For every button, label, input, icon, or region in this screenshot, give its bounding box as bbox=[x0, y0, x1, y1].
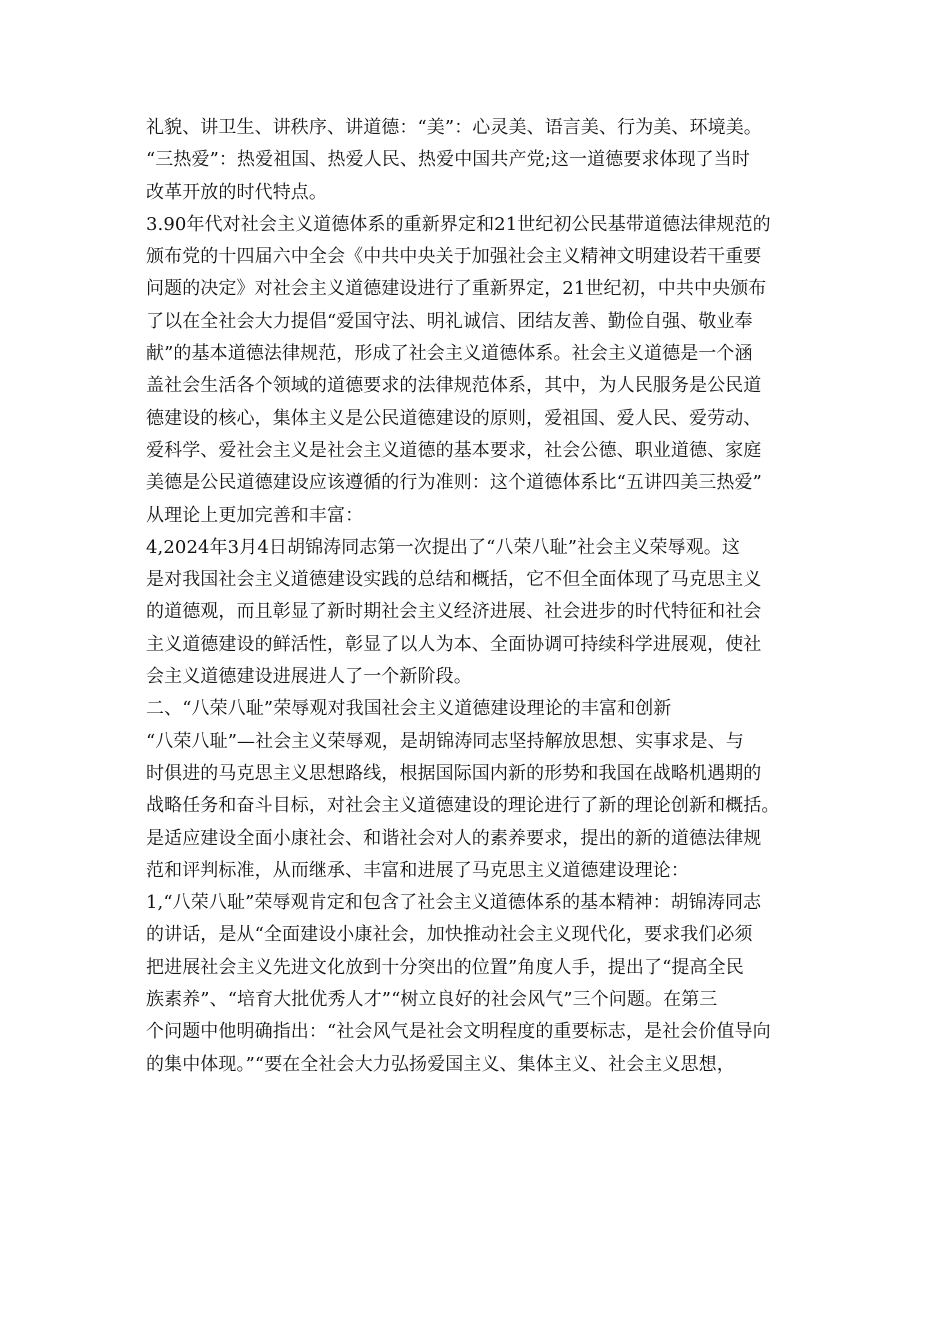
text-line: 的道德观，而且彰显了新时期社会主义经济进展、社会进步的时代特征和社会 bbox=[146, 601, 762, 623]
text-line: 美德是公民道德建设应该遵循的行为准则：这个道德体系比“五讲四美三热爱” bbox=[146, 472, 762, 494]
text-line: 改革开放的时代特点。 bbox=[146, 181, 327, 203]
text-line: 献”的基本道德法律规范，形成了社会主义道德体系。社会主义道德是一个涵 bbox=[146, 343, 753, 365]
document-page bbox=[146, 112, 806, 1081]
text-line: 颁布党的十四届六中全会《中共中央关于加强社会主义精神文明建设若干重要 bbox=[146, 246, 762, 268]
text-line: 族素养”、“培育大批优秀人才”“树立良好的社会风气”三个问题。在第三 bbox=[146, 989, 718, 1011]
text-line: 的集中体现。”“要在全社会大力弘扬爱国主义、集体主义、社会主义思想， bbox=[146, 1053, 735, 1075]
text-line: 是适应建设全面小康社会、和谐社会对人的素养要求，提出的新的道德法律规 bbox=[146, 827, 762, 849]
text-line: 了以在全社会大力提倡“爱国守法、明礼诚信、团结友善、勤俭自强、敬业奉 bbox=[146, 310, 753, 332]
text-line: “八荣八耻”—社会主义荣辱观，是胡锦涛同志坚持解放思想、实事求是、与 bbox=[146, 730, 744, 752]
text-line: 问题的决定》对社会主义道德建设进行了重新界定，21世纪初，中共中央颁布 bbox=[146, 278, 767, 300]
text-line: 会主义道德建设进展进人了一个新阶段。 bbox=[146, 666, 472, 688]
section-heading: 二、“八荣八耻”荣辱观对我国社会主义道德建设理论的丰富和创新 bbox=[146, 698, 672, 720]
text-line: 范和评判标准，从而继承、丰富和进展了马克思主义道德建设理论： bbox=[146, 859, 689, 881]
text-line: 把进展社会主义先进文化放到十分突出的位置”角度人手，提出了“提高全民 bbox=[146, 956, 744, 978]
text-line: 爱科学、爱社会主义是社会主义道德的基本要求，社会公德、职业道德、家庭 bbox=[146, 439, 762, 461]
text-line: 盖社会生活各个领域的道德要求的法律规范体系，其中，为人民服务是公民道 bbox=[146, 375, 762, 397]
text-line: 是对我国社会主义道德建设实践的总结和概括，它不但全面体现了马克思主义 bbox=[146, 569, 762, 591]
text-line: 个问题中他明确指出：“社会风气是社会文明程度的重要标志，是社会价值导向 bbox=[146, 1021, 771, 1043]
text-line: 4,2024年3月4日胡锦涛同志第一次提出了“八荣八耻”社会主义荣辱观。这 bbox=[146, 536, 740, 558]
text-line: 的讲话，是从“全面建设小康社会，加快推动社会主义现代化，要求我们必须 bbox=[146, 924, 753, 946]
text-line: 礼貌、讲卫生、讲秩序、讲道德：“美”：心灵美、语言美、行为美、环境美。 bbox=[146, 117, 762, 138]
text-line: 德建设的核心，集体主义是公民道德建设的原则，爱祖国、爱人民、爱劳动、 bbox=[146, 407, 762, 429]
text-line: “三热爱”：热爱祖国、热爱人民、热爱中国共产党;这一道德要求体现了当时 bbox=[146, 149, 750, 171]
text-line: 主义道德建设的鲜活性，彰显了以人为本、全面协调可持续科学进展观，使社 bbox=[146, 633, 762, 655]
text-line: 1,“八荣八耻”荣辱观肯定和包含了社会主义道德体系的基本精神：胡锦涛同志 bbox=[146, 892, 762, 914]
text-line: 时俱进的马克思主义思想路线，根据国际国内新的形势和我国在战略机遇期的 bbox=[146, 762, 762, 784]
text-line: 从理论上更加完善和丰富： bbox=[146, 504, 364, 526]
text-line: 3.90年代对社会主义道德体系的重新界定和21世纪初公民基带道德法律规范的 bbox=[146, 213, 771, 235]
text-line: 战略任务和奋斗目标，对社会主义道德建设的理论进行了新的理论创新和概括。 bbox=[146, 795, 780, 817]
